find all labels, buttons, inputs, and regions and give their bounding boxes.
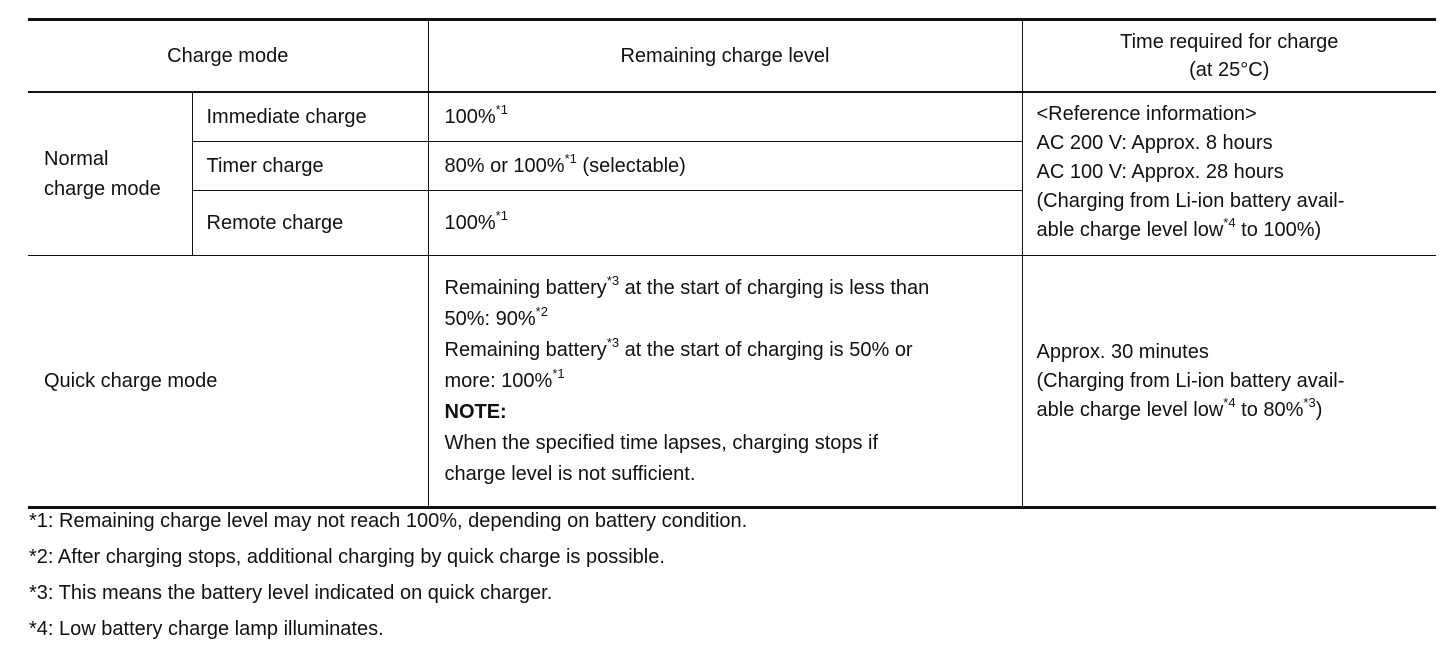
footnote-ref: *2 bbox=[535, 303, 548, 319]
immediate-level-value: 100% bbox=[444, 105, 496, 128]
timer-level-value: 80% or 100% bbox=[444, 154, 565, 177]
quick-time-line3a: able charge level low bbox=[1036, 398, 1224, 421]
normal-line1: Normal bbox=[44, 148, 109, 170]
quick-p1-b: at the start of charging is less than bbox=[619, 276, 930, 299]
immediate-charge-label: Immediate charge bbox=[192, 92, 428, 142]
timer-level-suffix: (selectable) bbox=[576, 154, 686, 177]
header-charge-mode: Charge mode bbox=[28, 20, 428, 93]
footnote-3: *3: This means the battery level indicated on quick charger. bbox=[29, 582, 553, 604]
quick-time-line3b: to 80% bbox=[1235, 398, 1304, 421]
ref-line1: <Reference information> bbox=[1036, 103, 1257, 125]
timer-charge-level bbox=[428, 142, 1022, 191]
footnote-ref: *1 bbox=[552, 365, 565, 381]
ref-line5a: able charge level low bbox=[1036, 219, 1224, 241]
header-time-line2: (at 25°C) bbox=[1189, 59, 1270, 81]
quick-time-required bbox=[1022, 256, 1436, 508]
quick-p2-c: more: 100% bbox=[444, 369, 553, 392]
footnote-ref: *3 bbox=[1303, 394, 1316, 410]
ref-line2: AC 200 V: Approx. 8 hours bbox=[1036, 132, 1273, 154]
quick-time-line3c: ) bbox=[1315, 398, 1323, 421]
note-line1: When the specified time lapses, charging stops if bbox=[444, 431, 879, 454]
quick-p1-c: 50%: 90% bbox=[444, 307, 536, 330]
ref-line3: AC 100 V: Approx. 28 hours bbox=[1036, 161, 1284, 183]
footnote-ref: *4 bbox=[1223, 394, 1236, 410]
header-time-line1: Time required for charge bbox=[1120, 31, 1339, 53]
remote-level-value: 100% bbox=[444, 211, 496, 234]
header-time-required bbox=[1022, 20, 1436, 93]
table-row bbox=[28, 256, 1436, 508]
table-row bbox=[28, 92, 1436, 142]
footnotes bbox=[29, 507, 747, 651]
ref-line5b: to 100%) bbox=[1235, 219, 1322, 241]
footnote-ref: *4 bbox=[1223, 215, 1236, 230]
remote-charge-level bbox=[428, 191, 1022, 256]
footnote-ref: *1 bbox=[564, 150, 577, 166]
note-title: NOTE: bbox=[444, 400, 507, 423]
normal-charge-mode-label bbox=[28, 92, 192, 256]
footnote-ref: *1 bbox=[495, 101, 508, 117]
charge-spec-table bbox=[28, 18, 1436, 509]
remote-charge-label: Remote charge bbox=[192, 191, 428, 256]
normal-time-required bbox=[1022, 92, 1436, 256]
footnote-ref: *1 bbox=[495, 207, 508, 223]
note-line2: charge level is not sufficient. bbox=[444, 462, 696, 485]
quick-time-line1: Approx. 30 minutes bbox=[1036, 340, 1209, 363]
footnote-ref: *3 bbox=[606, 272, 620, 288]
footnote-2: *2: After charging stops, additional charging by quick charge is possible. bbox=[29, 546, 665, 568]
footnote-4: *4: Low battery charge lamp illuminates. bbox=[29, 618, 384, 640]
header-row bbox=[28, 20, 1436, 93]
quick-charge-level bbox=[428, 256, 1022, 508]
footnote-1: *1: Remaining charge level may not reach 100%, depending on battery condition. bbox=[29, 510, 748, 532]
quick-time-line2: (Charging from Li-ion battery avail- bbox=[1036, 369, 1345, 392]
ref-line4: (Charging from Li-ion battery avail- bbox=[1036, 190, 1345, 212]
normal-line2: charge mode bbox=[44, 178, 161, 200]
quick-p2-a: Remaining battery bbox=[444, 338, 607, 361]
timer-charge-label: Timer charge bbox=[192, 142, 428, 191]
immediate-charge-level bbox=[428, 92, 1022, 142]
quick-p1-a: Remaining battery bbox=[444, 276, 607, 299]
quick-p2-b: at the start of charging is 50% or bbox=[619, 338, 913, 361]
header-remaining-level: Remaining charge level bbox=[428, 20, 1022, 93]
quick-charge-mode-label: Quick charge mode bbox=[28, 256, 428, 508]
footnote-ref: *3 bbox=[606, 334, 620, 350]
